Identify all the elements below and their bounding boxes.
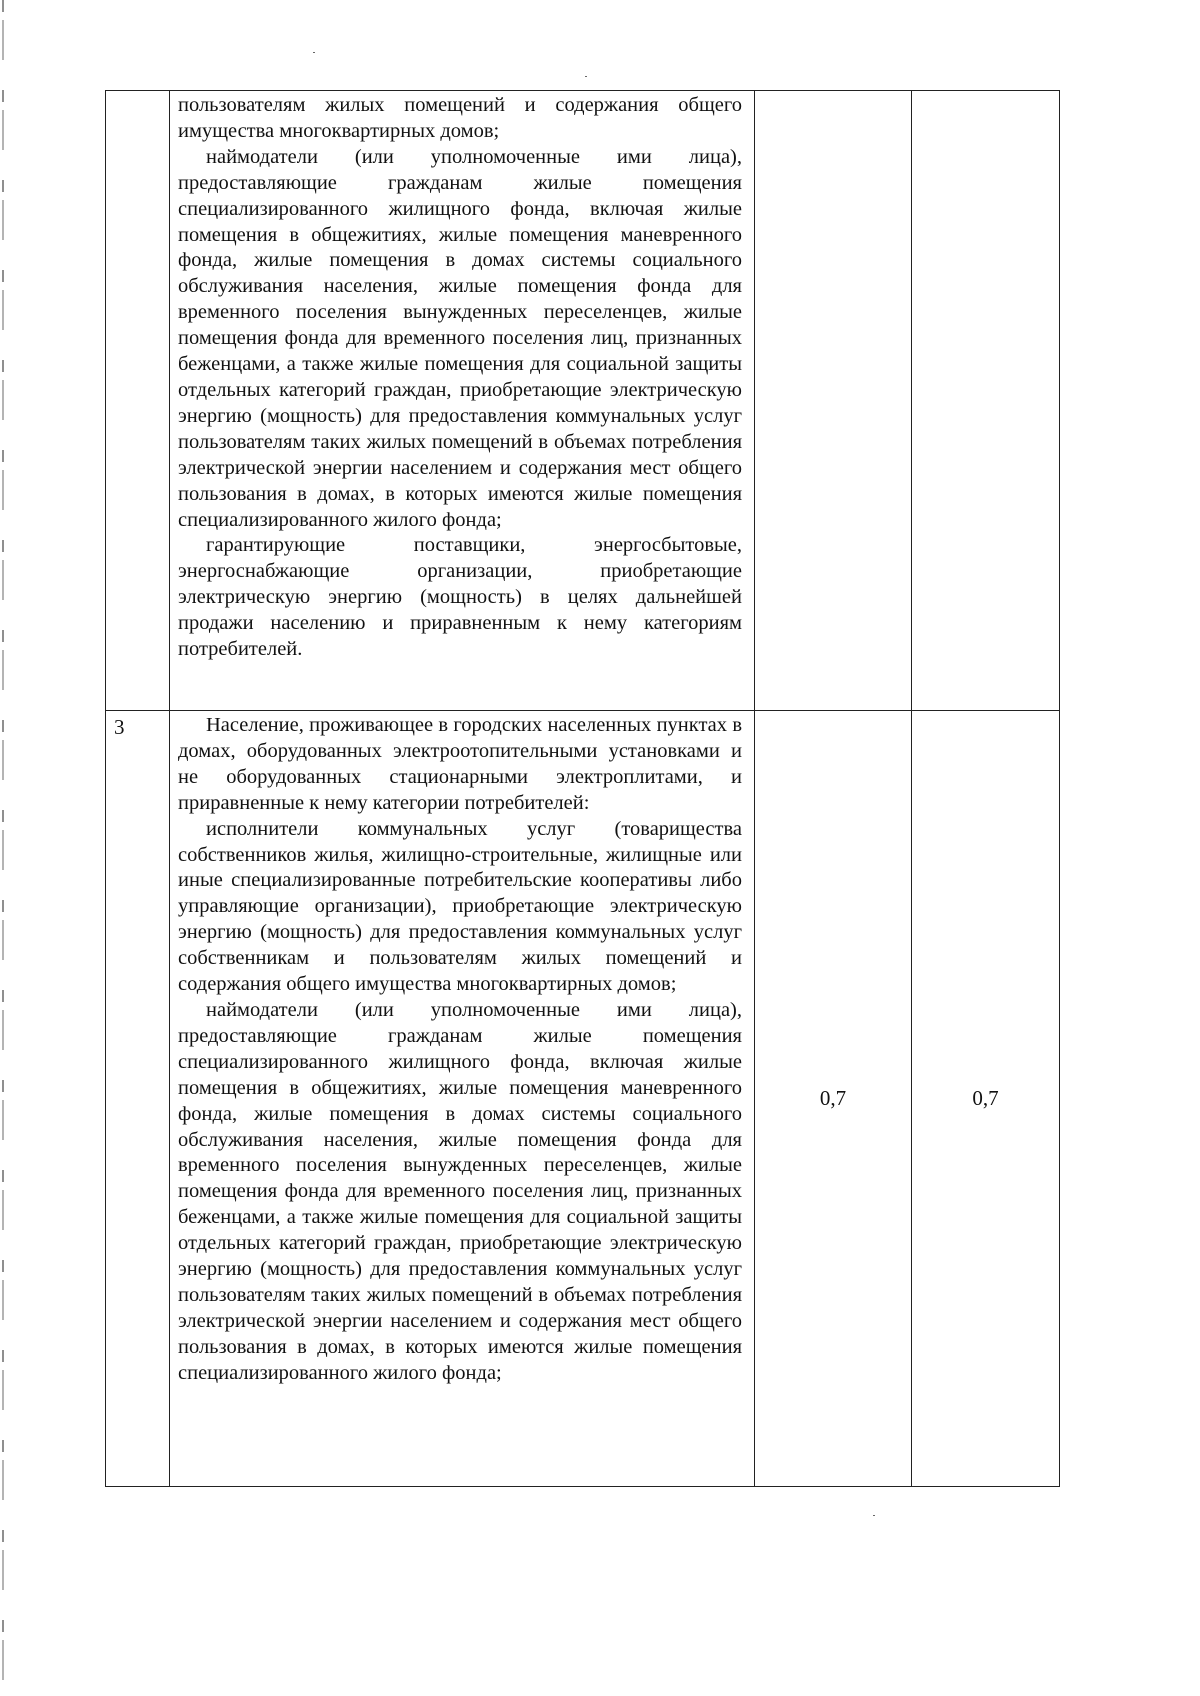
table-row [106, 91, 1060, 711]
paragraph: наймодатели (или уполномоченные ими лица), предоставляющие гражданам жилые помещения специализированного жилищного фонда, включая жилые помещения в общежитиях, жилые помещения маневренного фонда, жилые помещения в домах системы социального обслуживания населения, жилые помещения фонда для временного поселения вынужденных переселенцев, жилые помещения фонда для временного поселения лиц, признанных беженцами, а также жилые помещения для социальной защиты отдельных категорий граждан, приобретающие электрическую энергию (мощность) для предоставления коммунальных услуг пользователям таких жилых помещений в объемах потребления электрической энергии населением и содержания мест общего пользования в домах, в которых имеются жилые помещения специализированного жилого фонда; [178, 998, 742, 1384]
value-cell-1: 0,7 [755, 711, 912, 1487]
value-cell-1 [755, 91, 912, 711]
row-description [170, 711, 755, 1487]
paragraph: гарантирующие поставщики, энергосбытовые, энергоснабжающие организации, приобретающие электрическую энергию (мощность) в целях дальнейшей продажи населению и приравненным к нему категориям потребителей. [178, 534, 742, 661]
table-row [106, 711, 1060, 1487]
scan-edge-artifact [2, 0, 4, 1696]
value-cell-2: 0,7 [912, 711, 1060, 1487]
value-cell-2 [912, 91, 1060, 711]
scan-speck [585, 76, 587, 77]
paragraph: Население, проживающее в городских населенных пунктах в домах, оборудованных электроотопительными установками и не оборудованных стационарными электроплитами, и приравненные к нему категории потребителей: [178, 714, 742, 814]
paragraph: наймодатели (или уполномоченные ими лица), предоставляющие гражданам жилые помещения специализированного жилищного фонда, включая жилые помещения в общежитиях, жилые помещения маневренного фонда, жилые помещения в домах системы социального обслуживания населения, жилые помещения фонда для временного поселения вынужденных переселенцев, жилые помещения фонда для временного поселения лиц, признанных беженцами, а также жилые помещения для социальной защиты отдельных категорий граждан, приобретающие электрическую энергию (мощность) для предоставления коммунальных услуг пользователям таких жилых помещений в объемах потребления электрической энергии населением и содержания мест общего пользования в домах, в которых имеются жилые помещения специализированного жилого фонда; [178, 145, 742, 531]
scan-speck [873, 1515, 875, 1516]
tariff-table [105, 90, 1060, 1487]
row-number [106, 91, 170, 711]
paragraph: пользователям жилых помещений и содержания общего имущества многоквартирных домов; [178, 94, 742, 142]
row-description [170, 91, 755, 711]
paragraph: исполнители коммунальных услуг (товарищества собственников жилья, жилищно-строительные, жилищные или иные специализированные потребительские кооперативы либо управляющие организации), приобретающие электрическую энергию (мощность) для предоставления коммунальных услуг собственникам и пользователям жилых помещений и содержания общего имущества многоквартирных домов; [178, 817, 742, 996]
row-number: 3 [106, 711, 170, 1487]
scan-speck [313, 52, 315, 53]
